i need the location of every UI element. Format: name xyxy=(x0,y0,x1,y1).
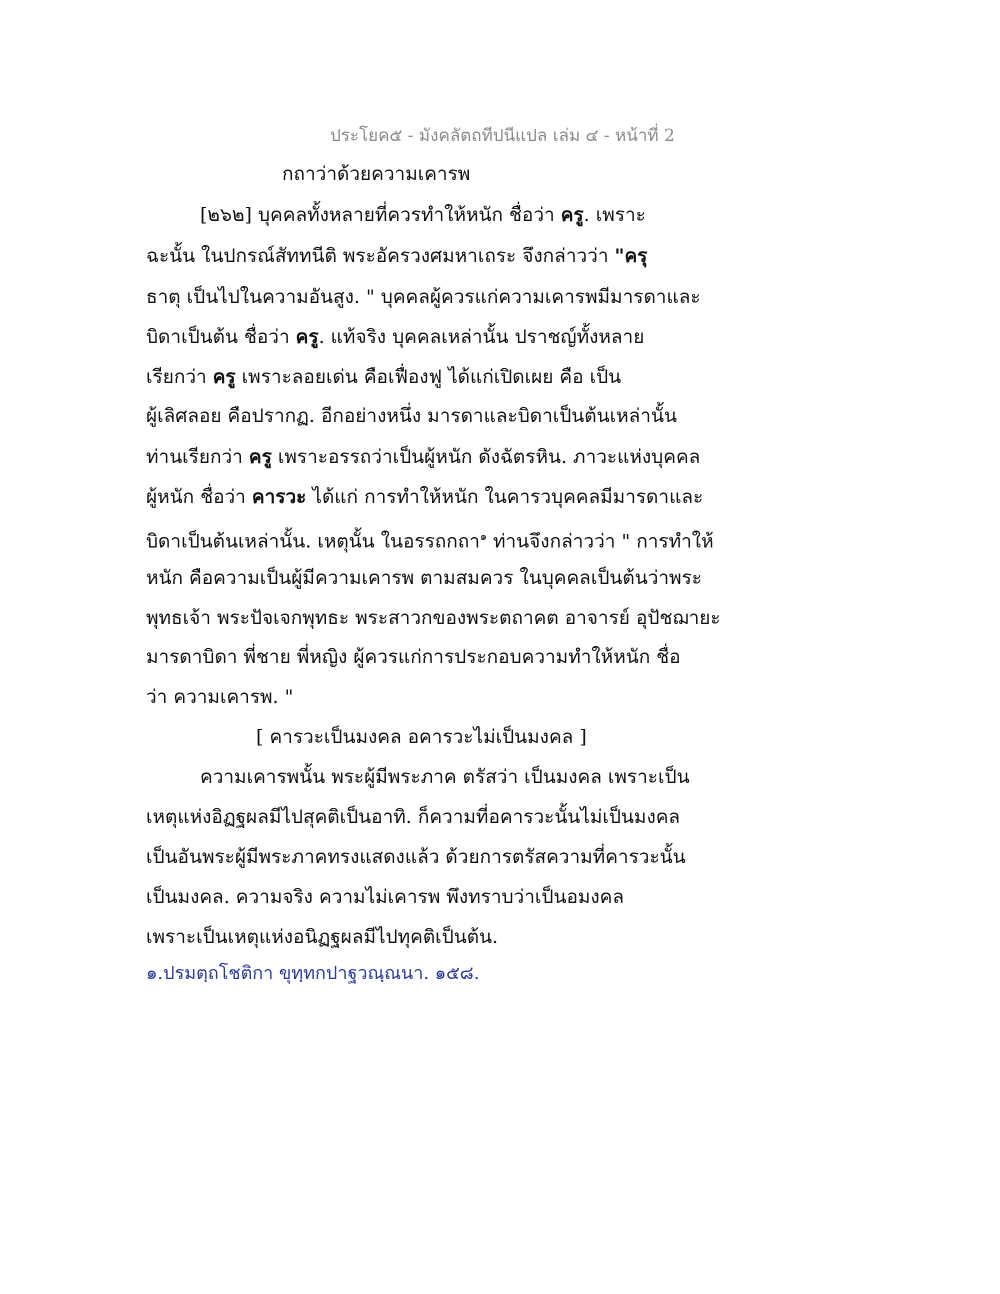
section-title: [ คารวะเป็นมงคล อคารวะไม่เป็นมงคล ] xyxy=(256,726,587,748)
footnote-marker: ๑ xyxy=(479,530,487,543)
paragraph-line: บิดาเป็นต้นเหล่านั้น. เหตุนั้น ในอรรถกถา$^๑$ ท่านจึงกล่าวว่า " การทำให้ xyxy=(146,530,714,553)
section-title: กถาว่าด้วยความเคารพ xyxy=(282,163,471,185)
paragraph-line: เรียกว่า ครู เพราะลอยเด่น คือเฟื่องฟู ได้แก่เปิดเผย คือ เป็น xyxy=(146,366,622,388)
paragraph-line: [๒๖๒] บุคคลทั้งหลายที่ควรทำให้หนัก ชื่อว่า ครู. เพราะ xyxy=(200,204,646,226)
paragraph-line: ฉะนั้น ในปกรณ์สัททนีติ พระอัครวงศมหาเถระ จึงกล่าวว่า "ครุ xyxy=(146,245,648,267)
paragraph-line: เป็นมงคล. ความจริง ความไม่เคารพ พึงทราบว่าเป็นอมงคล xyxy=(146,886,625,908)
paragraph-line: ผู้หนัก ชื่อว่า คารวะ ได้แก่ การทำให้หนัก ในคารวบุคคลมีมารดาและ xyxy=(146,486,704,508)
paragraph-line: ท่านเรียกว่า ครู เพราะอรรถว่าเป็นผู้หนัก ดังฉัตรหิน. ภาวะแห่งบุคคล xyxy=(146,446,701,468)
paragraph-line: ความเคารพนั้น พระผู้มีพระภาค ตรัสว่า เป็นมงคล เพราะเป็น xyxy=(200,766,690,788)
paragraph-line: บิดาเป็นต้น ชื่อว่า ครู. แท้จริง บุคคลเหล่านั้น ปราชญ์ทั้งหลาย xyxy=(146,326,645,348)
bold-term: ครู xyxy=(248,446,272,468)
paragraph-line: ว่า ความเคารพ. " xyxy=(146,686,294,708)
bold-term: ครู xyxy=(295,326,319,348)
bold-term: ครู xyxy=(560,204,584,226)
footnote: ๑.ปรมตฺถโชติกา ขุทฺทกปาฐวณฺณนา. ๑๕๘. xyxy=(146,963,480,984)
running-header: ประโยค๕ - มังคลัตถทีปนีแปล เล่ม ๔ - หน้าที่ 2 xyxy=(330,126,675,146)
paragraph-line: ผู้เลิศลอย คือปรากฏ. อีกอย่างหนึ่ง มารดาและบิดาเป็นต้นเหล่านั้น xyxy=(146,405,677,427)
paragraph-line: ธาตุ เป็นไปในความอันสูง. " บุคคลผู้ควรแก่ความเคารพมีมารดาและ xyxy=(146,286,701,308)
bold-term: คารวะ xyxy=(251,486,307,508)
paragraph-line: หนัก คือความเป็นผู้มีความเคารพ ตามสมควร ในบุคคลเป็นต้นว่าพระ xyxy=(146,567,702,589)
bold-term: ครู xyxy=(212,366,236,388)
paragraph-line: เพราะเป็นเหตุแห่งอนิฏฐผลมีไปทุคติเป็นต้น. xyxy=(146,926,499,948)
paragraph-line: พุทธเจ้า พระปัจเจกพุทธะ พระสาวกของพระตถาคต อาจารย์ อุปัชฌายะ xyxy=(146,607,721,629)
paragraph-line: เหตุแห่งอิฏฐผลมีไปสุคติเป็นอาทิ. ก็ความที่อคารวะนั้นไม่เป็นมงคล xyxy=(146,806,681,828)
bold-term: "ครุ xyxy=(614,245,648,267)
paragraph-line: เป็นอันพระผู้มีพระภาคทรงแสดงแล้ว ด้วยการตรัสความที่คารวะนั้น xyxy=(146,846,686,868)
paragraph-line: มารดาบิดา พี่ชาย พี่หญิง ผู้ควรแก่การประกอบความทำให้หนัก ชื่อ xyxy=(146,646,681,668)
